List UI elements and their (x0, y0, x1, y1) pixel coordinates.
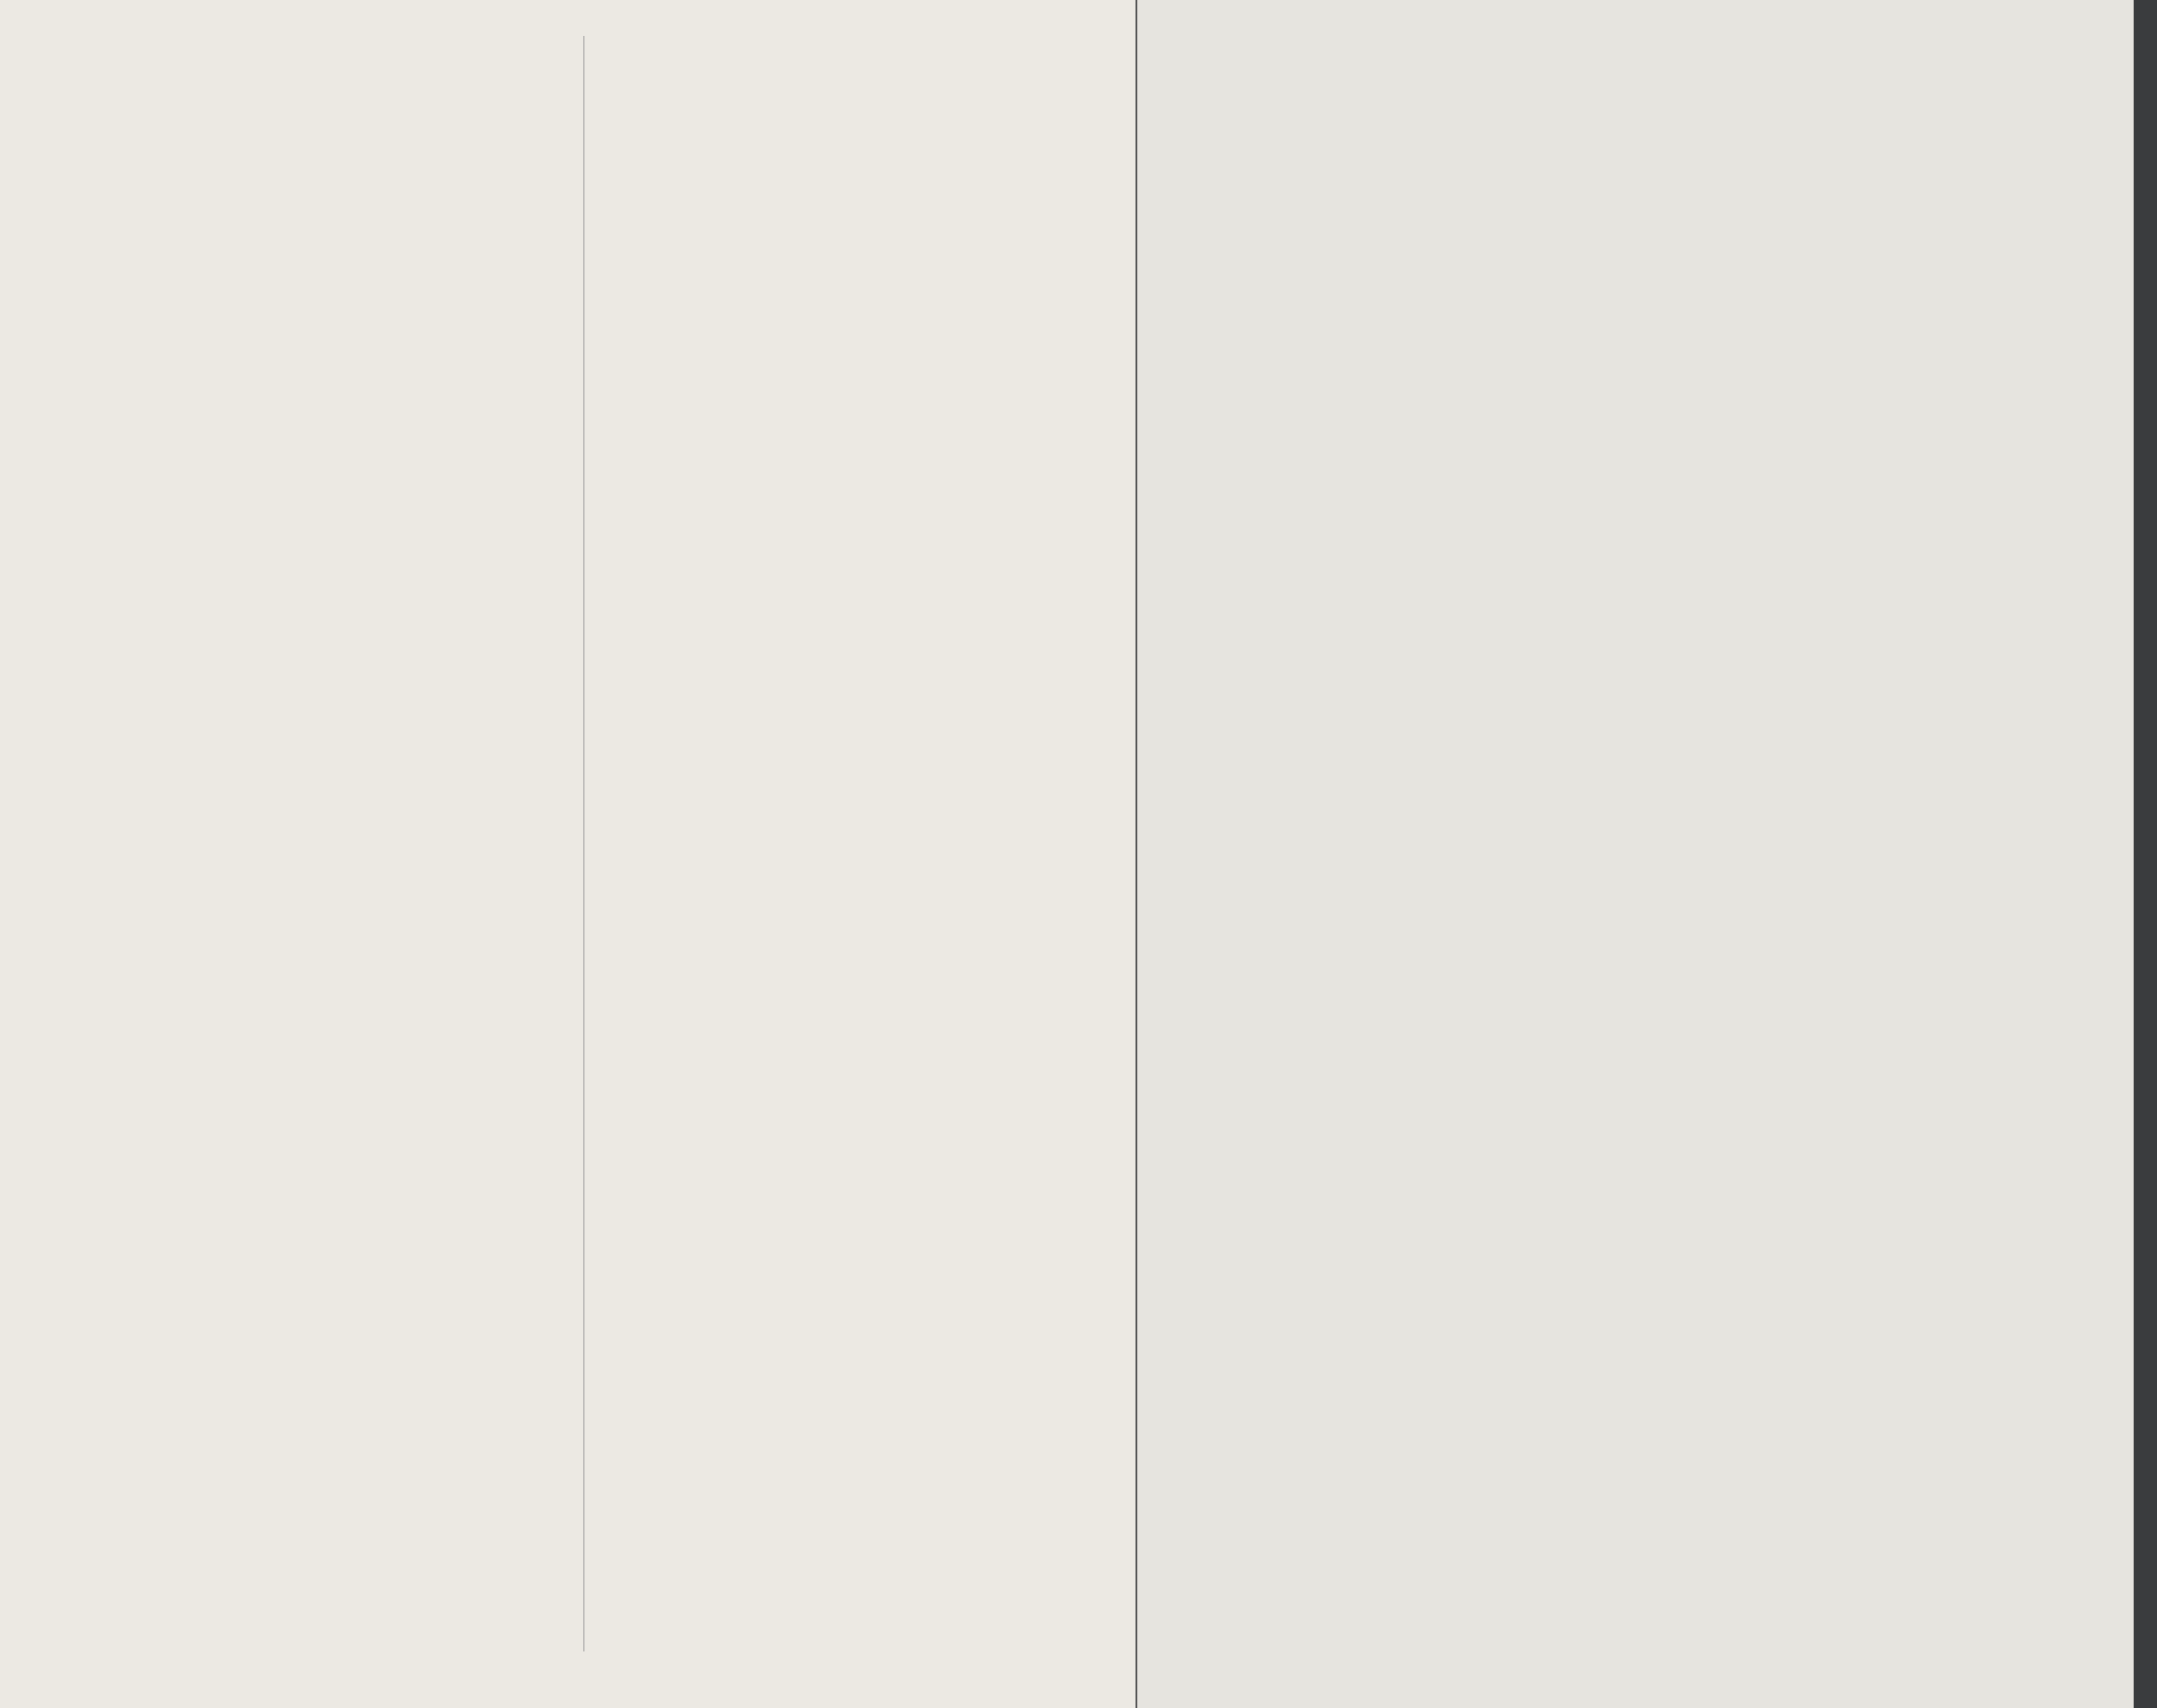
census-table-grid (1137, 0, 2135, 1708)
column-divider (583, 36, 584, 1651)
right-page (1135, 0, 2134, 1708)
